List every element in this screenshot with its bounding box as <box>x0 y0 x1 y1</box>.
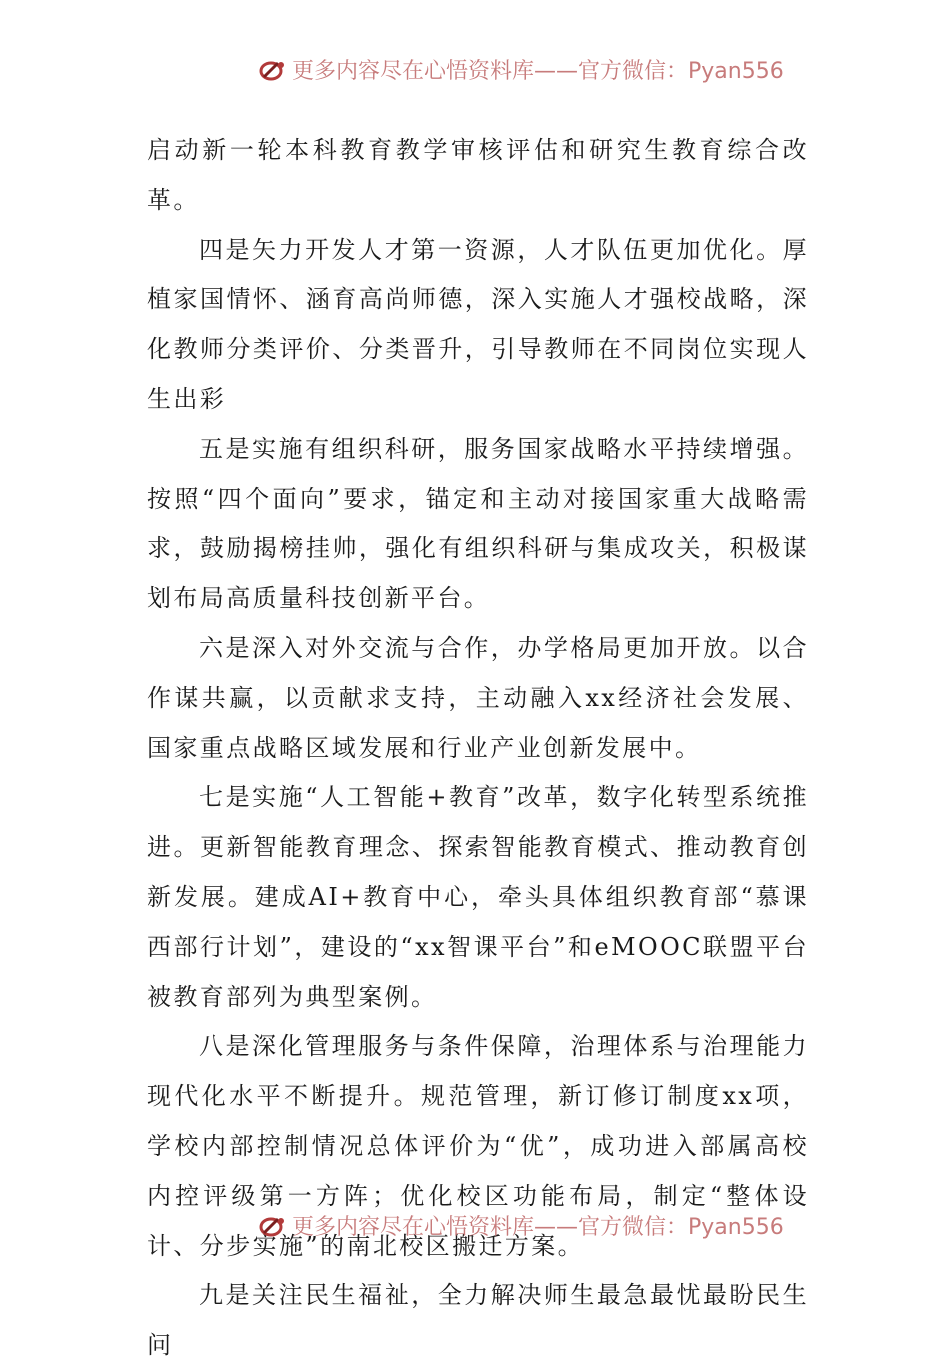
watermark-text: 更多内容尽在心悟资料库——官方微信：Pyan556 <box>292 59 784 84</box>
paragraph: 启动新一轮本科教育教学审核评估和研究生教育综合改革。 <box>147 136 809 214</box>
paragraph: 七是实施“人工智能+教育”改革，数字化转型系统推进。更新智能教育理念、探索智能教育模式、推动教育创新发展。建成AI+教育中心，牵头具体组织教育部“慕课西部行计划”，建设的“xx智课平台”和eMOOC联盟平台被教育部列为典型案例。 <box>147 783 809 1011</box>
footer-watermark <box>0 1204 950 1240</box>
paragraph: 四是矢力开发人才第一资源，人才队伍更加优化。厚植家国情怀、涵育高尚师德，深入实施人才强校战略，深化教师分类评价、分类晋升，引导教师在不同岗位实现人生出彩 <box>147 235 809 413</box>
paragraph: 五是实施有组织科研，服务国家战略水平持续增强。按照“四个面向”要求，锚定和主动对接国家重大战略需求，鼓励揭榜挂帅，强化有组织科研与集成攻关，积极谋划布局高质量科技创新平台。 <box>147 434 809 613</box>
brand-logo-icon <box>258 1213 288 1239</box>
brand-logo-icon <box>258 57 288 83</box>
paragraph: 六是深入对外交流与合作，办学格局更加开放。以合作谋共赢，以贡献求支持，主动融入xx经济社会发展、国家重点战略区域发展和行业产业创新发展中。 <box>147 633 809 762</box>
paragraph: 九是关注民生福祉，全力解决师生最急最忧最盼民生问 <box>147 1281 809 1360</box>
document-body <box>147 126 809 1371</box>
paragraph: 八是深化管理服务与条件保障，治理体系与治理能力现代化水平不断提升。规范管理，新订修订制度xx项，学校内部控制情况总体评价为“优”，成功进入部属高校内控评级第一方阵；优化校区功能布局，制定“整体设计、分步实施”的南北校区搬迁方案。 <box>147 1032 809 1260</box>
watermark-text: 更多内容尽在心悟资料库——官方微信：Pyan556 <box>292 1215 784 1240</box>
header-watermark <box>0 48 950 84</box>
